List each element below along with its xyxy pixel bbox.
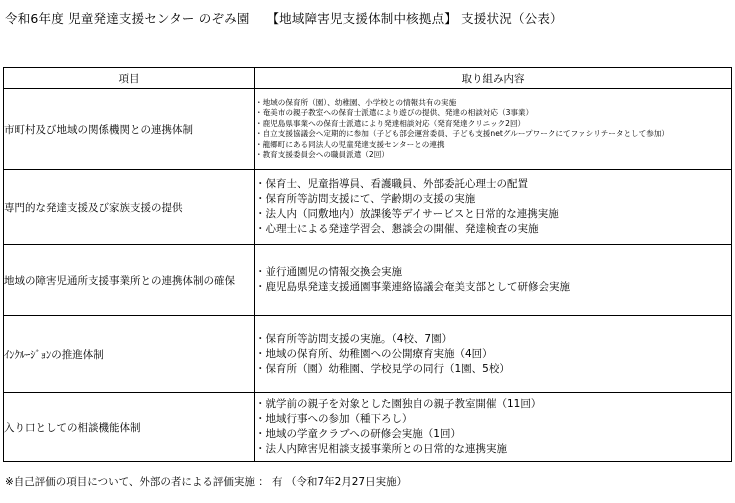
- content-line: ・並行通園児の情報交換会実施: [255, 266, 402, 278]
- row-content: [255, 316, 732, 393]
- content-line: ・地域の保育所、幼稚園への公開療育実施（4回）: [255, 347, 493, 360]
- table-row: [4, 170, 732, 245]
- content-line: ・鹿児島県事業への保育士派遣により発達相談対応（発育発達クリニック2回）: [255, 118, 526, 128]
- header-item: 項目: [4, 68, 255, 89]
- content-line: ・地域の学童クラブへの研修会実施（1回）: [255, 428, 461, 440]
- row-content: [255, 393, 732, 462]
- content-line: ・心理士による発達学習会、懇談会の開催、発達検査の実施: [255, 223, 539, 235]
- content-line: ・保育所（園）幼稚園、学校見学の同行（1園、5校）: [255, 362, 510, 375]
- table-header-row: [4, 68, 732, 89]
- table-row: [4, 393, 732, 462]
- row-item-label: 市町村及び地域の関係機関との連携体制: [4, 89, 255, 170]
- content-line: ・地域行事への参加（種下ろし）: [255, 413, 413, 425]
- row-item-label: ｲﾝｸﾙｰｼﾞｮﾝの推進体制: [4, 316, 255, 393]
- content-line: ・龍郷町にある同法人の児童発達支援センターとの連携: [255, 139, 445, 149]
- content-line: ・地域の保育所（園）、幼稚園、小学校との情報共有の実施: [255, 97, 457, 107]
- table-row: [4, 89, 732, 170]
- content-line: ・教育支援委員会への職員派遣（2回）: [255, 150, 389, 159]
- content-line: ・法人内障害児相談支援事業所との日常的な連携実施: [255, 443, 507, 455]
- content-line: ・保育所等訪問支援にて、学齢期の支援の実施: [255, 193, 476, 205]
- support-status-table: [3, 67, 732, 462]
- table-row: [4, 316, 732, 393]
- content-line: ・保育所等訪問支援の実施。（4校、7園）: [255, 332, 453, 345]
- content-line: ・自立支援協議会へ定期的に参加（子ども部会運営委員、子ども支援netグループワークにてファシリテータとして参加）: [255, 129, 670, 138]
- content-line: ・鹿児島県発達支援通園事業連絡協議会奄美支部として研修会実施: [255, 281, 570, 293]
- content-line: ・就学前の親子を対象とした園独自の親子教室開催（11回）: [255, 398, 542, 410]
- table-row: [4, 245, 732, 316]
- header-content: 取り組み内容: [255, 68, 732, 89]
- row-content: [255, 89, 732, 170]
- row-content: [255, 245, 732, 316]
- row-content: [255, 170, 732, 245]
- row-item-label: 専門的な発達支援及び家族支援の提供: [4, 170, 255, 245]
- content-line: ・保育士、児童指導員、看護職員、外部委託心理士の配置: [255, 178, 528, 190]
- row-item-label: 入り口としての相談機能体制: [4, 393, 255, 462]
- row-item-label: 地域の障害児通所支援事業所との連携体制の確保: [4, 245, 255, 316]
- footnote: ※自己評価の項目について、外部の者による評価実施 ： 有 （令和7年2月27日実施）: [5, 476, 408, 488]
- content-line: ・法人内（同敷地内）放課後等デイサービスと日常的な連携実施: [255, 208, 559, 220]
- content-line: ・奄美市の親子教室への保育士派遣により遊びの提供、発達の相談対応（3事業）: [255, 108, 534, 117]
- page-title: 令和6年度 児童発達支援センター のぞみ園 【地域障害児支援体制中核拠点】 支援状況（公表）: [5, 11, 563, 26]
